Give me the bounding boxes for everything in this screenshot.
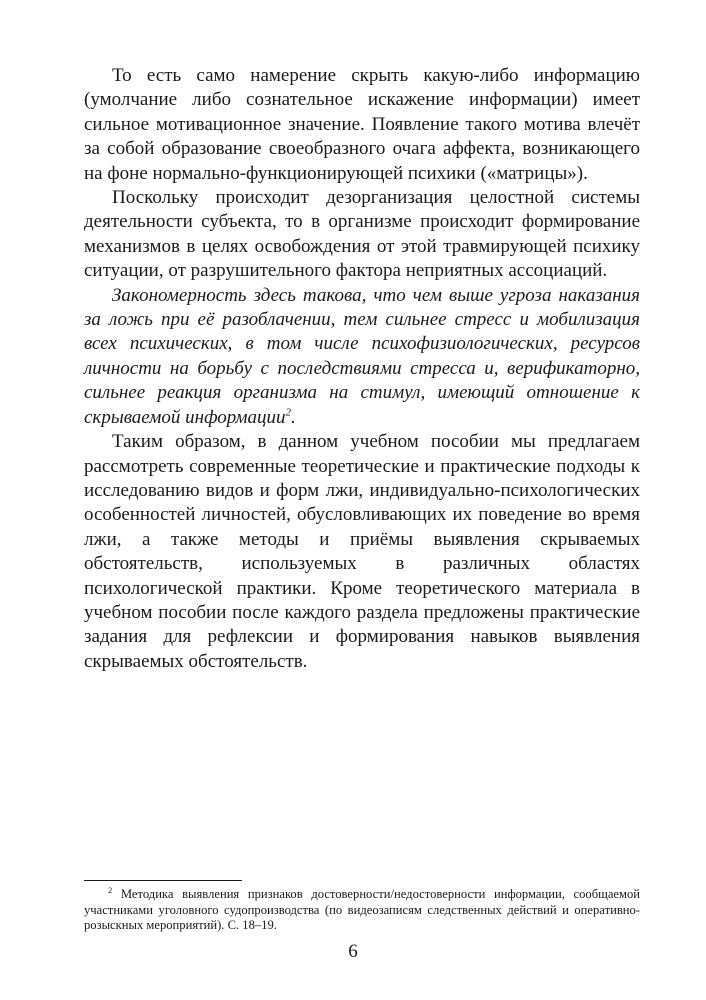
paragraph-disorganization: [84, 186, 640, 284]
paragraph-text: Поскольку происходит дезорганизация целостной системы деятельности субъекта, то в организме происходит формирование механизмов в целях освобождения от этой травмирующей психику ситуации, от разрушительного фактора неприятных ассоциаций.: [84, 187, 640, 282]
footnote-divider: [84, 880, 242, 881]
footnote: [84, 884, 640, 934]
paragraph-intent-concealment: [84, 64, 640, 186]
footnote-reference[interactable]: 2: [285, 406, 291, 419]
paragraph-text: Таким образом, в данном учебном пособии мы предлагаем рассмотреть современные теоретические и практические подходы к исследованию видов и форм лжи, индивидуально-психологических особенностей личностей, обусловливающих их поведение во время лжи, а также методы и приёмы выявления скрываемых обстоятельств, используемых в различных областях психологической практики. Кроме теоретического материала в учебном пособии после каждого раздела предложены практические задания для рефлексии и формирования навыков выявления скрываемых обстоятельств.: [84, 431, 640, 672]
paragraph-conclusion: [84, 430, 640, 674]
body-text: [84, 64, 640, 674]
paragraph-regularity-italic: [84, 284, 640, 430]
page-number: 6: [348, 941, 358, 962]
paragraph-text: То есть само намерение скрыть какую-либо информацию (умолчание либо сознательное искажение информации) имеет сильное мотивационное значение. Появление такого мотива влечёт за собой образование своеобразного очага аффекта, возникающего на фоне нормально-функционирующей психики («матрицы»).: [84, 65, 640, 184]
footnote-mark: 2: [108, 884, 113, 895]
paragraph-end-punctuation: .: [291, 406, 296, 428]
footnote-text: Методика выявления признаков достоверности/недостоверности информации, сообщаемой участниками уголовного судопроизводства (по видеозаписям следственных действий и оперативно-розыскных мероприятий). С. 18–19.: [84, 887, 640, 933]
paragraph-text: Закономерность здесь такова, что чем выше угроза наказания за ложь при её разоблачении, тем сильнее стресс и мобилизация всех психических, в том числе психофизиологических, ресурсов личности на борьбу с последствиями стресса и, верификаторно, сильнее реакция организма на стимул, имеющий отношение к скрываемой информации: [84, 284, 640, 428]
